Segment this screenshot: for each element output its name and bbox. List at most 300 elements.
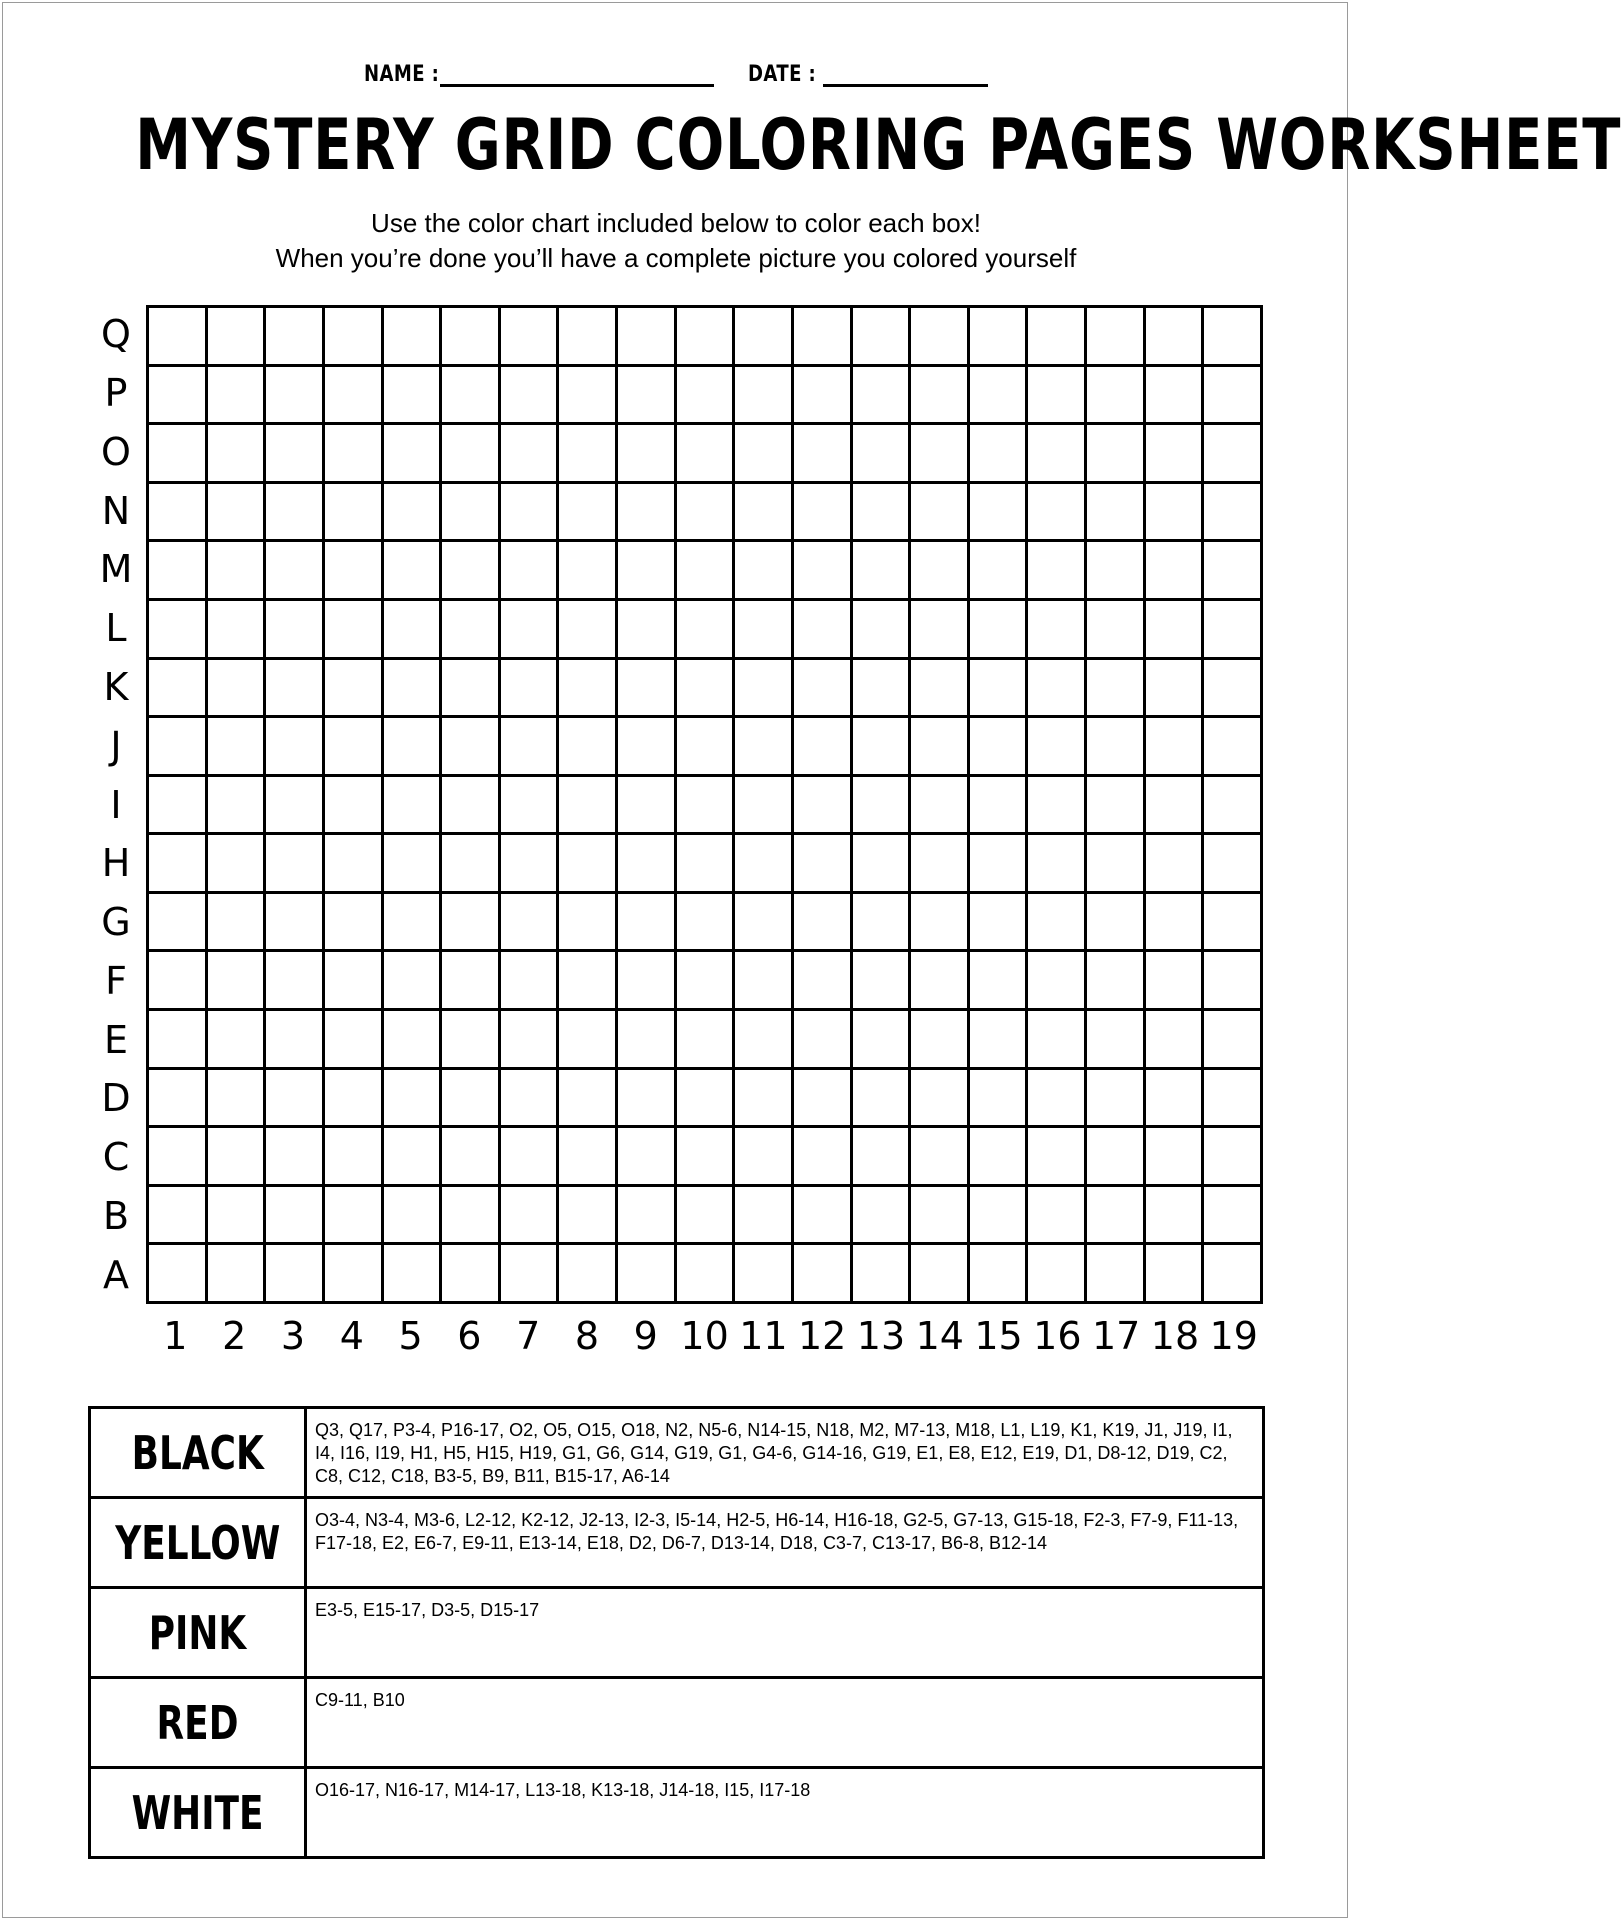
grid-cell[interactable] xyxy=(853,777,912,836)
grid-cell[interactable] xyxy=(325,835,384,894)
grid-cell[interactable] xyxy=(911,308,970,367)
grid-cell[interactable] xyxy=(677,777,736,836)
grid-cell[interactable] xyxy=(1028,542,1087,601)
grid-cell[interactable] xyxy=(559,484,618,543)
grid-cell[interactable] xyxy=(911,425,970,484)
grid-cell[interactable] xyxy=(911,1070,970,1129)
grid-cell[interactable] xyxy=(1028,1070,1087,1129)
grid-cell[interactable] xyxy=(325,1128,384,1187)
grid-cell[interactable] xyxy=(208,1245,267,1304)
grid-cell[interactable] xyxy=(1028,1011,1087,1070)
grid-cell[interactable] xyxy=(853,601,912,660)
grid-cell[interactable] xyxy=(1204,484,1263,543)
grid-cell[interactable] xyxy=(501,1128,560,1187)
grid-cell[interactable] xyxy=(911,1128,970,1187)
grid-cell[interactable] xyxy=(384,1011,443,1070)
grid-cell[interactable] xyxy=(266,367,325,426)
grid-cell[interactable] xyxy=(384,1070,443,1129)
grid-cell[interactable] xyxy=(853,718,912,777)
grid-cell[interactable] xyxy=(208,425,267,484)
grid-cell[interactable] xyxy=(1087,718,1146,777)
grid-cell[interactable] xyxy=(1204,1128,1263,1187)
grid-cell[interactable] xyxy=(970,952,1029,1011)
grid-cell[interactable] xyxy=(208,1011,267,1070)
grid-cell[interactable] xyxy=(735,777,794,836)
grid-cell[interactable] xyxy=(618,484,677,543)
grid-cell[interactable] xyxy=(735,952,794,1011)
grid-cell[interactable] xyxy=(149,1245,208,1304)
grid-cell[interactable] xyxy=(735,1187,794,1246)
grid-cell[interactable] xyxy=(677,1011,736,1070)
grid-cell[interactable] xyxy=(794,542,853,601)
grid-cell[interactable] xyxy=(735,1070,794,1129)
grid-cell[interactable] xyxy=(149,952,208,1011)
grid-cell[interactable] xyxy=(911,367,970,426)
grid-cell[interactable] xyxy=(853,425,912,484)
grid-cell[interactable] xyxy=(1146,367,1205,426)
grid-cell[interactable] xyxy=(853,894,912,953)
grid-cell[interactable] xyxy=(501,542,560,601)
grid-cell[interactable] xyxy=(1204,952,1263,1011)
grid-cell[interactable] xyxy=(1146,835,1205,894)
grid-cell[interactable] xyxy=(442,425,501,484)
grid-cell[interactable] xyxy=(149,367,208,426)
grid-cell[interactable] xyxy=(735,484,794,543)
grid-cell[interactable] xyxy=(1146,952,1205,1011)
grid-cell[interactable] xyxy=(1028,894,1087,953)
grid-cell[interactable] xyxy=(325,308,384,367)
grid-cell[interactable] xyxy=(970,835,1029,894)
name-underline[interactable] xyxy=(440,84,714,87)
grid-cell[interactable] xyxy=(208,718,267,777)
grid-cell[interactable] xyxy=(266,1187,325,1246)
grid-cell[interactable] xyxy=(1204,367,1263,426)
grid-cell[interactable] xyxy=(853,484,912,543)
grid-cell[interactable] xyxy=(266,542,325,601)
grid-cell[interactable] xyxy=(970,601,1029,660)
grid-cell[interactable] xyxy=(1087,425,1146,484)
grid-cell[interactable] xyxy=(677,1245,736,1304)
grid-cell[interactable] xyxy=(266,484,325,543)
grid-cell[interactable] xyxy=(501,1011,560,1070)
grid-cell[interactable] xyxy=(384,1245,443,1304)
grid-cell[interactable] xyxy=(208,952,267,1011)
grid-cell[interactable] xyxy=(970,718,1029,777)
grid-cell[interactable] xyxy=(266,601,325,660)
grid-cell[interactable] xyxy=(1087,952,1146,1011)
grid-cell[interactable] xyxy=(735,660,794,719)
grid-cell[interactable] xyxy=(618,425,677,484)
grid-cell[interactable] xyxy=(1087,1070,1146,1129)
grid-cell[interactable] xyxy=(1087,660,1146,719)
grid-cell[interactable] xyxy=(442,542,501,601)
grid-cell[interactable] xyxy=(1146,894,1205,953)
grid-cell[interactable] xyxy=(1087,894,1146,953)
grid-cell[interactable] xyxy=(442,367,501,426)
grid-cell[interactable] xyxy=(911,718,970,777)
grid-cell[interactable] xyxy=(1146,1245,1205,1304)
grid-cell[interactable] xyxy=(559,660,618,719)
grid-cell[interactable] xyxy=(1028,660,1087,719)
grid-cell[interactable] xyxy=(384,601,443,660)
grid-cell[interactable] xyxy=(384,952,443,1011)
grid-cell[interactable] xyxy=(559,777,618,836)
grid-cell[interactable] xyxy=(794,835,853,894)
grid-cell[interactable] xyxy=(208,1128,267,1187)
grid-cell[interactable] xyxy=(559,601,618,660)
grid-cell[interactable] xyxy=(970,1070,1029,1129)
grid-cell[interactable] xyxy=(970,1011,1029,1070)
grid-cell[interactable] xyxy=(208,601,267,660)
grid-cell[interactable] xyxy=(677,1187,736,1246)
grid-cell[interactable] xyxy=(853,367,912,426)
grid-cell[interactable] xyxy=(794,1128,853,1187)
grid-cell[interactable] xyxy=(1204,777,1263,836)
grid-cell[interactable] xyxy=(970,777,1029,836)
grid-cell[interactable] xyxy=(853,1245,912,1304)
grid-cell[interactable] xyxy=(735,1245,794,1304)
grid-cell[interactable] xyxy=(1028,835,1087,894)
grid-cell[interactable] xyxy=(501,484,560,543)
grid-cell[interactable] xyxy=(149,1128,208,1187)
grid-cell[interactable] xyxy=(501,601,560,660)
grid-cell[interactable] xyxy=(266,1070,325,1129)
grid-cell[interactable] xyxy=(1028,601,1087,660)
grid-cell[interactable] xyxy=(618,894,677,953)
grid-cell[interactable] xyxy=(442,601,501,660)
grid-cell[interactable] xyxy=(501,308,560,367)
grid-cell[interactable] xyxy=(677,542,736,601)
grid-cell[interactable] xyxy=(853,1011,912,1070)
grid-cell[interactable] xyxy=(1028,777,1087,836)
grid-cell[interactable] xyxy=(1146,1070,1205,1129)
grid-cell[interactable] xyxy=(794,952,853,1011)
grid-cell[interactable] xyxy=(1204,542,1263,601)
grid-cell[interactable] xyxy=(1028,718,1087,777)
grid-cell[interactable] xyxy=(735,308,794,367)
grid-cell[interactable] xyxy=(618,777,677,836)
grid-cell[interactable] xyxy=(911,601,970,660)
grid-cell[interactable] xyxy=(266,952,325,1011)
grid-cell[interactable] xyxy=(618,718,677,777)
grid-cell[interactable] xyxy=(325,952,384,1011)
grid-cell[interactable] xyxy=(677,835,736,894)
grid-cell[interactable] xyxy=(442,777,501,836)
grid-cell[interactable] xyxy=(618,1011,677,1070)
grid-cell[interactable] xyxy=(677,1070,736,1129)
grid-cell[interactable] xyxy=(794,484,853,543)
grid-cell[interactable] xyxy=(208,484,267,543)
grid-cell[interactable] xyxy=(384,660,443,719)
grid-cell[interactable] xyxy=(384,367,443,426)
grid-cell[interactable] xyxy=(325,1070,384,1129)
grid-cell[interactable] xyxy=(442,835,501,894)
grid-cell[interactable] xyxy=(559,308,618,367)
grid-cell[interactable] xyxy=(208,1187,267,1246)
grid-cell[interactable] xyxy=(149,425,208,484)
grid-cell[interactable] xyxy=(1087,1187,1146,1246)
grid-cell[interactable] xyxy=(794,1070,853,1129)
grid-cell[interactable] xyxy=(735,542,794,601)
grid-cell[interactable] xyxy=(325,1245,384,1304)
grid-cell[interactable] xyxy=(266,1245,325,1304)
grid-cell[interactable] xyxy=(853,1128,912,1187)
grid-cell[interactable] xyxy=(325,1011,384,1070)
grid-cell[interactable] xyxy=(442,1245,501,1304)
grid-cell[interactable] xyxy=(325,425,384,484)
grid-cell[interactable] xyxy=(384,542,443,601)
grid-cell[interactable] xyxy=(1146,777,1205,836)
grid-cell[interactable] xyxy=(1028,425,1087,484)
grid-cell[interactable] xyxy=(501,660,560,719)
grid-cell[interactable] xyxy=(208,835,267,894)
grid-cell[interactable] xyxy=(149,601,208,660)
grid-cell[interactable] xyxy=(501,835,560,894)
grid-cell[interactable] xyxy=(911,484,970,543)
grid-cell[interactable] xyxy=(618,660,677,719)
grid-cell[interactable] xyxy=(559,1011,618,1070)
grid-cell[interactable] xyxy=(149,484,208,543)
grid-cell[interactable] xyxy=(1087,1128,1146,1187)
grid-cell[interactable] xyxy=(794,601,853,660)
grid-cell[interactable] xyxy=(559,835,618,894)
grid-cell[interactable] xyxy=(677,484,736,543)
grid-cell[interactable] xyxy=(735,1011,794,1070)
grid-cell[interactable] xyxy=(442,718,501,777)
grid-cell[interactable] xyxy=(266,894,325,953)
grid-cell[interactable] xyxy=(911,894,970,953)
grid-cell[interactable] xyxy=(325,601,384,660)
grid-cell[interactable] xyxy=(1087,542,1146,601)
grid-cell[interactable] xyxy=(853,952,912,1011)
grid-cell[interactable] xyxy=(618,601,677,660)
grid-cell[interactable] xyxy=(735,835,794,894)
grid-cell[interactable] xyxy=(384,894,443,953)
grid-cell[interactable] xyxy=(1204,1187,1263,1246)
grid-cell[interactable] xyxy=(208,367,267,426)
grid-cell[interactable] xyxy=(1204,894,1263,953)
grid-cell[interactable] xyxy=(442,308,501,367)
grid-cell[interactable] xyxy=(1146,660,1205,719)
grid-cell[interactable] xyxy=(266,1011,325,1070)
grid-cell[interactable] xyxy=(677,308,736,367)
grid-cell[interactable] xyxy=(677,425,736,484)
grid-cell[interactable] xyxy=(794,1187,853,1246)
grid-cell[interactable] xyxy=(1028,1187,1087,1246)
grid-cell[interactable] xyxy=(501,718,560,777)
grid-cell[interactable] xyxy=(1204,1070,1263,1129)
grid-cell[interactable] xyxy=(442,1070,501,1129)
grid-cell[interactable] xyxy=(266,718,325,777)
grid-cell[interactable] xyxy=(618,308,677,367)
grid-cell[interactable] xyxy=(1028,308,1087,367)
grid-cell[interactable] xyxy=(384,1128,443,1187)
grid-cell[interactable] xyxy=(559,1245,618,1304)
grid-cell[interactable] xyxy=(970,367,1029,426)
grid-cell[interactable] xyxy=(442,1187,501,1246)
grid-cell[interactable] xyxy=(735,718,794,777)
grid-cell[interactable] xyxy=(1028,484,1087,543)
grid-cell[interactable] xyxy=(501,952,560,1011)
grid-cell[interactable] xyxy=(735,894,794,953)
grid-cell[interactable] xyxy=(149,777,208,836)
grid-cell[interactable] xyxy=(1028,952,1087,1011)
grid-cell[interactable] xyxy=(911,777,970,836)
grid-cell[interactable] xyxy=(1146,484,1205,543)
grid-cell[interactable] xyxy=(501,777,560,836)
grid-cell[interactable] xyxy=(1146,1128,1205,1187)
grid-cell[interactable] xyxy=(1028,1128,1087,1187)
grid-cell[interactable] xyxy=(618,1245,677,1304)
grid-cell[interactable] xyxy=(1087,835,1146,894)
grid-cell[interactable] xyxy=(970,1245,1029,1304)
grid-cell[interactable] xyxy=(208,308,267,367)
grid-cell[interactable] xyxy=(559,1070,618,1129)
grid-cell[interactable] xyxy=(794,660,853,719)
grid-cell[interactable] xyxy=(208,660,267,719)
grid-cell[interactable] xyxy=(911,542,970,601)
grid-cell[interactable] xyxy=(384,777,443,836)
grid-cell[interactable] xyxy=(501,367,560,426)
grid-cell[interactable] xyxy=(1146,1011,1205,1070)
grid-cell[interactable] xyxy=(559,894,618,953)
grid-cell[interactable] xyxy=(208,894,267,953)
grid-cell[interactable] xyxy=(501,425,560,484)
grid-cell[interactable] xyxy=(149,542,208,601)
grid-cell[interactable] xyxy=(677,367,736,426)
grid-cell[interactable] xyxy=(208,777,267,836)
grid-cell[interactable] xyxy=(911,1245,970,1304)
grid-cell[interactable] xyxy=(559,1187,618,1246)
grid-cell[interactable] xyxy=(853,1187,912,1246)
grid-cell[interactable] xyxy=(208,542,267,601)
grid-cell[interactable] xyxy=(325,1187,384,1246)
grid-cell[interactable] xyxy=(1087,308,1146,367)
grid-cell[interactable] xyxy=(149,718,208,777)
grid-cell[interactable] xyxy=(442,484,501,543)
grid-cell[interactable] xyxy=(1146,308,1205,367)
grid-cell[interactable] xyxy=(384,425,443,484)
grid-cell[interactable] xyxy=(677,601,736,660)
grid-cell[interactable] xyxy=(970,1128,1029,1187)
grid-cell[interactable] xyxy=(618,952,677,1011)
grid-cell[interactable] xyxy=(559,542,618,601)
grid-cell[interactable] xyxy=(1146,425,1205,484)
grid-cell[interactable] xyxy=(325,894,384,953)
grid-cell[interactable] xyxy=(618,367,677,426)
grid-cell[interactable] xyxy=(911,952,970,1011)
grid-cell[interactable] xyxy=(384,718,443,777)
grid-cell[interactable] xyxy=(384,308,443,367)
grid-cell[interactable] xyxy=(1204,1011,1263,1070)
grid-cell[interactable] xyxy=(970,425,1029,484)
grid-cell[interactable] xyxy=(559,425,618,484)
grid-cell[interactable] xyxy=(677,952,736,1011)
date-underline[interactable] xyxy=(823,84,988,87)
grid-cell[interactable] xyxy=(911,835,970,894)
grid-cell[interactable] xyxy=(266,425,325,484)
grid-cell[interactable] xyxy=(1087,1011,1146,1070)
grid-cell[interactable] xyxy=(911,1011,970,1070)
grid-cell[interactable] xyxy=(853,660,912,719)
grid-cell[interactable] xyxy=(501,894,560,953)
grid-cell[interactable] xyxy=(1146,718,1205,777)
grid-cell[interactable] xyxy=(325,484,384,543)
grid-cell[interactable] xyxy=(442,952,501,1011)
grid-cell[interactable] xyxy=(442,1011,501,1070)
grid-cell[interactable] xyxy=(794,1011,853,1070)
grid-cell[interactable] xyxy=(208,1070,267,1129)
grid-cell[interactable] xyxy=(149,660,208,719)
grid-cell[interactable] xyxy=(794,777,853,836)
grid-cell[interactable] xyxy=(325,718,384,777)
grid-cell[interactable] xyxy=(1087,367,1146,426)
grid-cell[interactable] xyxy=(325,367,384,426)
grid-cell[interactable] xyxy=(618,1128,677,1187)
grid-cell[interactable] xyxy=(1204,601,1263,660)
grid-cell[interactable] xyxy=(1204,425,1263,484)
grid-cell[interactable] xyxy=(384,1187,443,1246)
grid-cell[interactable] xyxy=(1087,484,1146,543)
grid-cell[interactable] xyxy=(1204,718,1263,777)
grid-cell[interactable] xyxy=(442,894,501,953)
grid-cell[interactable] xyxy=(735,1128,794,1187)
grid-cell[interactable] xyxy=(384,484,443,543)
grid-cell[interactable] xyxy=(970,894,1029,953)
grid-cell[interactable] xyxy=(677,660,736,719)
grid-cell[interactable] xyxy=(794,308,853,367)
grid-cell[interactable] xyxy=(853,1070,912,1129)
grid-cell[interactable] xyxy=(325,542,384,601)
grid-cell[interactable] xyxy=(266,660,325,719)
grid-cell[interactable] xyxy=(501,1187,560,1246)
grid-cell[interactable] xyxy=(1204,308,1263,367)
grid-cell[interactable] xyxy=(149,1070,208,1129)
grid-cell[interactable] xyxy=(1146,1187,1205,1246)
grid-cell[interactable] xyxy=(735,425,794,484)
grid-cell[interactable] xyxy=(970,1187,1029,1246)
grid-cell[interactable] xyxy=(501,1245,560,1304)
grid-cell[interactable] xyxy=(794,1245,853,1304)
grid-cell[interactable] xyxy=(970,484,1029,543)
grid-cell[interactable] xyxy=(266,308,325,367)
grid-cell[interactable] xyxy=(970,660,1029,719)
grid-cell[interactable] xyxy=(325,660,384,719)
grid-cell[interactable] xyxy=(1028,367,1087,426)
grid-cell[interactable] xyxy=(911,660,970,719)
grid-cell[interactable] xyxy=(853,835,912,894)
grid-cell[interactable] xyxy=(559,718,618,777)
grid-cell[interactable] xyxy=(911,1187,970,1246)
grid-cell[interactable] xyxy=(266,777,325,836)
grid-cell[interactable] xyxy=(794,894,853,953)
grid-cell[interactable] xyxy=(442,1128,501,1187)
grid-cell[interactable] xyxy=(149,308,208,367)
grid-cell[interactable] xyxy=(325,777,384,836)
grid-cell[interactable] xyxy=(794,367,853,426)
grid-cell[interactable] xyxy=(1087,777,1146,836)
grid-cell[interactable] xyxy=(559,1128,618,1187)
grid-cell[interactable] xyxy=(677,718,736,777)
grid-cell[interactable] xyxy=(559,367,618,426)
grid-cell[interactable] xyxy=(1087,1245,1146,1304)
grid-cell[interactable] xyxy=(618,542,677,601)
grid-cell[interactable] xyxy=(1204,660,1263,719)
grid-cell[interactable] xyxy=(1087,601,1146,660)
grid-cell[interactable] xyxy=(384,835,443,894)
grid-cell[interactable] xyxy=(853,542,912,601)
grid-cell[interactable] xyxy=(735,601,794,660)
